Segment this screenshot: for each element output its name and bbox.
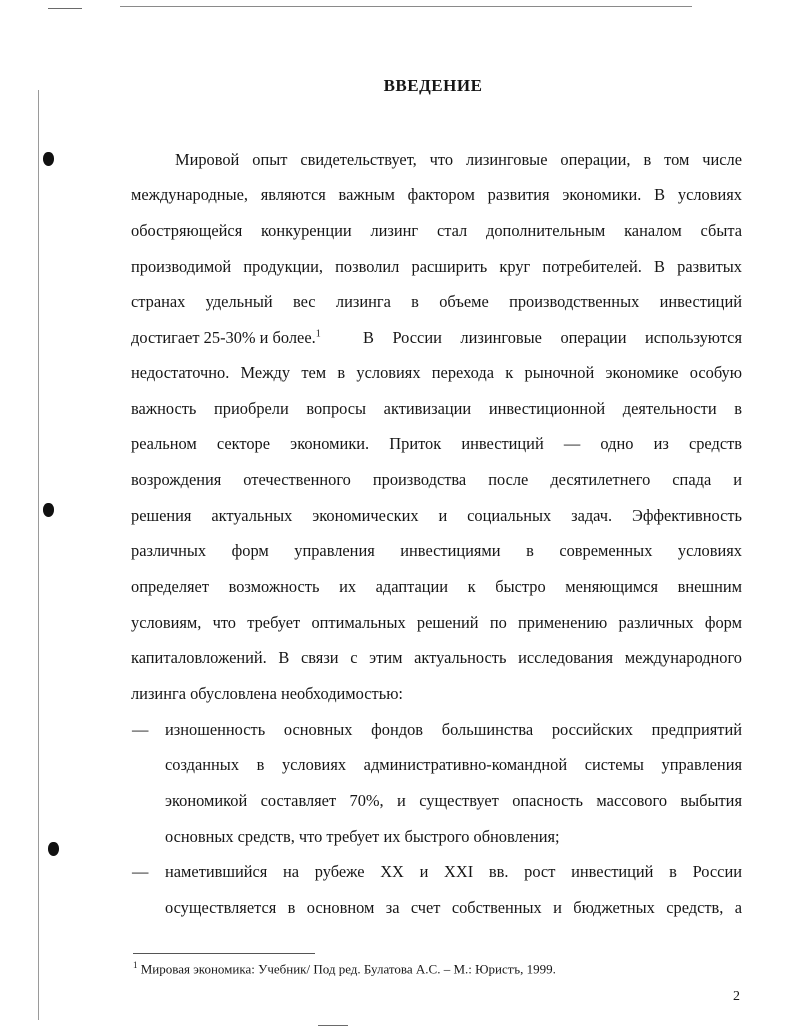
paragraph-line: В России лизинговые операции используются bbox=[363, 328, 742, 347]
footnote-marker: 1 bbox=[133, 960, 138, 970]
paragraph-line: капиталовложений. В связи с этим актуальность исследования международного bbox=[131, 648, 742, 667]
paragraph-line-part: достигает 25-30% и более. bbox=[131, 328, 316, 347]
scan-top-line-left bbox=[48, 8, 82, 9]
paragraph-line: международные, являются важным фактором развития экономики. В условиях bbox=[131, 185, 742, 204]
paragraph-line: определяет возможность их адаптации к быстро меняющимся внешним bbox=[131, 577, 742, 596]
binder-edge-line bbox=[38, 90, 39, 1020]
paragraph-line: обостряющейся конкуренции лизинг стал дополнительным каналом сбыта bbox=[131, 221, 742, 240]
footnote-ref-marker: 1 bbox=[315, 328, 321, 340]
scan-bottom-line bbox=[318, 1025, 348, 1026]
punch-hole-1 bbox=[43, 152, 54, 166]
list-dash: — bbox=[132, 862, 149, 881]
list-item-line: наметившийся на рубеже XX и XXI вв. рост инвестиций в России bbox=[165, 862, 742, 881]
page-title: ВВЕДЕНИЕ bbox=[383, 76, 483, 95]
footnote bbox=[133, 960, 556, 977]
list-item-line: изношенность основных фондов большинства российских предприятий bbox=[165, 720, 742, 739]
paragraph-line: недостаточно. Между тем в условиях перехода к рыночной экономике особую bbox=[131, 363, 742, 382]
paragraph-line: условиям, что требует оптимальных решений по применению различных форм bbox=[131, 613, 742, 632]
list-item-line: основных средств, что требует их быстрого обновления; bbox=[165, 827, 560, 846]
list-item-line: экономикой составляет 70%, и существует опасность массового выбытия bbox=[165, 791, 742, 810]
paragraph-line: лизинга обусловлена необходимостью: bbox=[131, 684, 403, 703]
paragraph-line: важность приобрели вопросы активизации инвестиционной деятельности в bbox=[131, 399, 742, 418]
punch-hole-3 bbox=[48, 842, 59, 856]
page-number: 2 bbox=[733, 989, 740, 1004]
footnote-text: Мировая экономика: Учебник/ Под ред. Булатова А.С. – М.: Юристъ, 1999. bbox=[140, 961, 556, 977]
list-item-line: созданных в условиях административно-командной системы управления bbox=[165, 755, 742, 774]
scan-top-line bbox=[120, 6, 692, 7]
paragraph-line: возрождения отечественного производства после десятилетнего спада и bbox=[131, 470, 742, 489]
punch-hole-2 bbox=[43, 503, 54, 517]
paragraph-line: решения актуальных экономических и социальных задач. Эффективность bbox=[131, 506, 742, 525]
footnote-separator bbox=[133, 953, 315, 954]
paragraph-line: реальном секторе экономики. Приток инвестиций — одно из средств bbox=[131, 434, 742, 453]
paragraph-line: странах удельный вес лизинга в объеме производственных инвестиций bbox=[131, 292, 742, 311]
paragraph-line: Мировой опыт свидетельствует, что лизинговые операции, в том числе bbox=[175, 150, 742, 169]
paragraph-line: различных форм управления инвестициями в современных условиях bbox=[131, 541, 742, 560]
paragraph-line bbox=[131, 328, 321, 348]
paragraph-line: производимой продукции, позволил расширить круг потребителей. В развитых bbox=[131, 257, 742, 276]
list-dash: — bbox=[132, 720, 149, 739]
list-item-line: осуществляется в основном за счет собственных и бюджетных средств, а bbox=[165, 898, 742, 917]
